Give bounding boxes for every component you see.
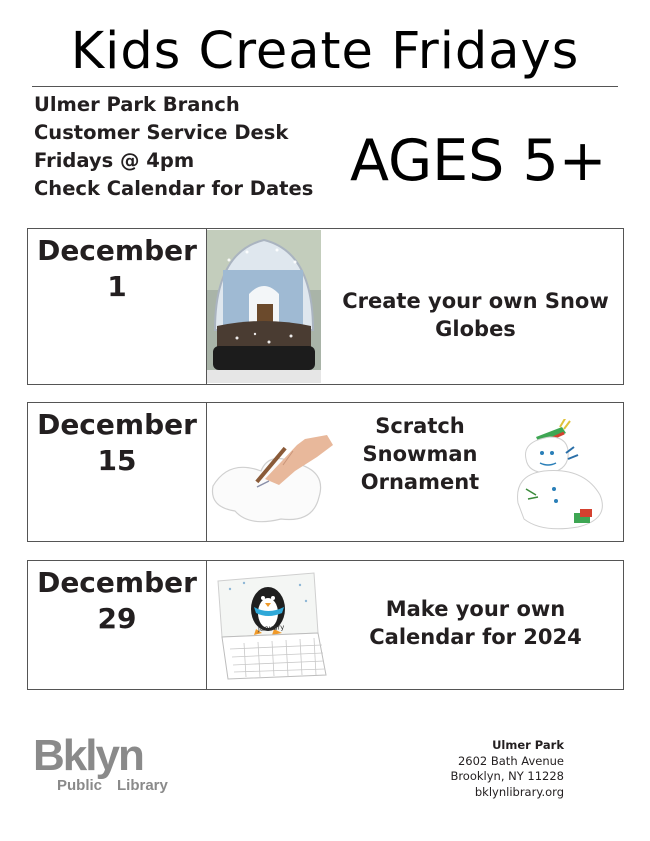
penguin-calendar-photo: [214, 571, 332, 681]
event-day: 29: [97, 602, 137, 635]
event-description-line: Ornament: [360, 470, 480, 494]
logo-line1: Bklyn: [33, 734, 143, 780]
flyer-title: Kids Create Fridays: [70, 22, 580, 81]
info-schedule: Fridays @ 4pm: [34, 149, 195, 172]
branch-info: [34, 91, 313, 203]
event-card-dec-1: [27, 228, 624, 385]
address-street: 2602 Bath Avenue: [457, 753, 564, 768]
website-link[interactable]: bklynlibrary.org: [474, 784, 564, 799]
event-day: 1: [107, 270, 127, 303]
age-range: AGES 5+: [350, 128, 607, 194]
event-divider: [206, 561, 207, 689]
event-description-line: Snowman: [362, 442, 478, 466]
event-description-line: Scratch: [375, 414, 465, 438]
scratch-ornament-photo: [209, 431, 334, 526]
event-description-line: Calendar for 2024: [369, 625, 582, 649]
title-divider: [32, 86, 618, 87]
event-description-line: Globes: [435, 317, 516, 341]
event-date: [28, 407, 206, 479]
event-divider: [206, 403, 207, 541]
address-branch: Ulmer Park: [492, 738, 564, 752]
event-description: [328, 287, 623, 343]
event-date: [28, 233, 206, 305]
snowman-ornament-photo: [512, 419, 612, 534]
event-month: December: [37, 566, 197, 599]
event-description-line: Create your own Snow: [342, 289, 609, 313]
logo-line2-right: Library: [117, 777, 168, 794]
event-date: [28, 565, 206, 637]
event-description: [328, 595, 623, 651]
snow-globe-photo: [207, 230, 321, 383]
info-location: Customer Service Desk: [34, 121, 289, 144]
info-calendar-note: Check Calendar for Dates: [34, 177, 314, 200]
event-description: [328, 412, 512, 496]
address-city: Brooklyn, NY 11228: [450, 769, 564, 783]
logo-line2-left: Public: [57, 777, 103, 794]
branch-address: [450, 738, 564, 800]
bklyn-public-library-logo[interactable]: [33, 734, 193, 796]
event-month: December: [37, 408, 197, 441]
event-day: 15: [97, 444, 137, 477]
event-card-dec-15: [27, 402, 624, 542]
event-card-dec-29: [27, 560, 624, 690]
event-month: December: [37, 234, 197, 267]
info-branch-name: Ulmer Park Branch: [34, 93, 240, 116]
calendar-month-caption: January: [257, 623, 285, 633]
event-description-line: Make your own: [385, 597, 566, 621]
